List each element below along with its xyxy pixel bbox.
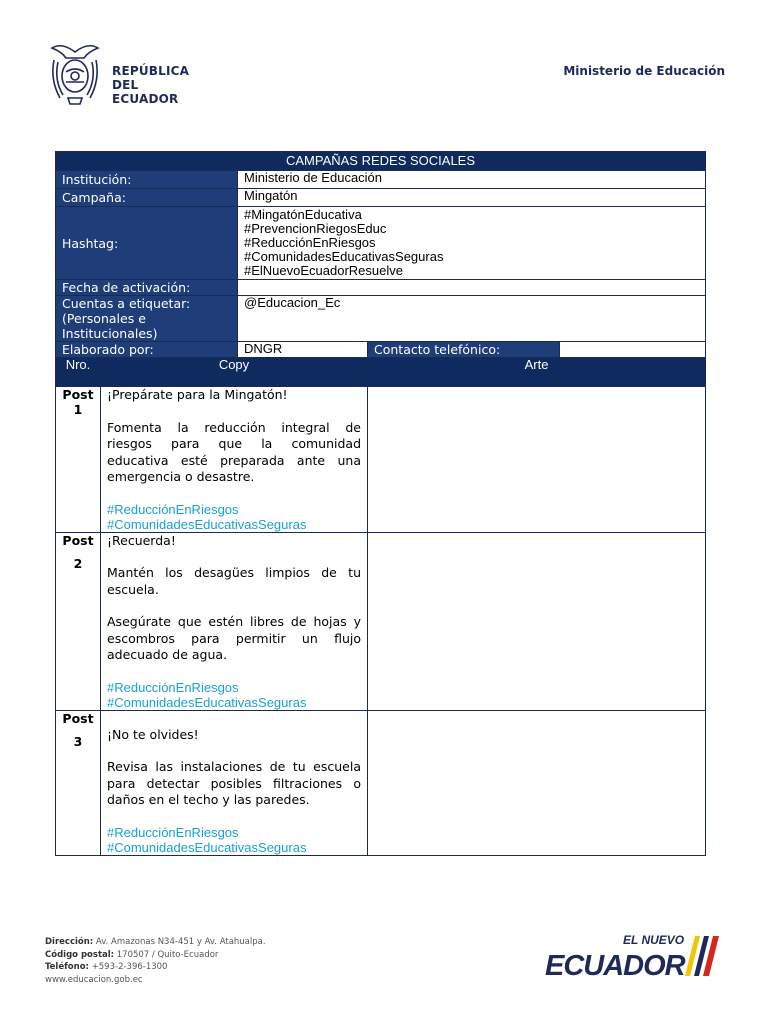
campana-value: Mingatón — [238, 189, 706, 207]
post-num: 3 — [73, 733, 83, 749]
post-num: 1 — [73, 402, 83, 417]
hashtag-item: #ElNuevoEcuadorResuelve — [244, 263, 403, 278]
brand-stripes-icon — [685, 936, 719, 976]
campaign-table — [55, 151, 706, 856]
hashtag-label: Hashtag: — [56, 207, 238, 280]
cuentas-value: @Educacion_Ec — [238, 296, 706, 342]
table-row — [56, 387, 706, 533]
footer-postal — [45, 949, 266, 962]
contacto-value — [560, 342, 706, 358]
post-hashtags — [107, 502, 361, 532]
table-title: CAMPAÑAS REDES SOCIALES — [56, 152, 706, 171]
logo-line-1: REPÚBLICA — [112, 64, 190, 78]
el-nuevo-ecuador-logo — [543, 930, 728, 982]
footer-website[interactable]: www.educacion.gob.ec — [45, 974, 143, 985]
post-hashtag: #ReducciónEnRiesgos — [107, 679, 239, 695]
column-header-nro: Nro. — [56, 358, 101, 387]
post-hashtag: #ComunidadesEducativasSeguras — [107, 839, 307, 855]
elaborado-label: Elaborado por: — [56, 342, 238, 358]
post-hashtag: #ComunidadesEducativasSeguras — [107, 694, 307, 710]
contacto-label: Contacto telefónico: — [368, 342, 560, 358]
hashtag-item: #PrevencionRiegosEduc — [244, 221, 387, 236]
footer-contact — [45, 936, 266, 986]
brand-line-1: EL NUEVO — [623, 933, 685, 947]
coat-of-arms-icon — [44, 40, 106, 106]
post-number — [56, 532, 101, 710]
post-arte — [368, 387, 706, 533]
post-paragraph: ¡Prepárate para la Mingatón! — [107, 387, 288, 402]
footer-address — [45, 936, 266, 949]
post-arte — [368, 532, 706, 710]
cuentas-label-line-2: (Personales e Institucionales) — [62, 311, 158, 341]
campana-label: Campaña: — [56, 189, 238, 207]
post-copy — [101, 387, 368, 533]
hashtag-item: #ComunidadesEducativasSeguras — [244, 249, 444, 264]
institucion-label: Institución: — [56, 171, 238, 189]
hashtag-item: #ReducciónEnRiesgos — [244, 235, 376, 250]
post-number — [56, 710, 101, 855]
post-label: Post — [62, 710, 94, 726]
logo-line-2: DEL ECUADOR — [112, 78, 179, 106]
table-row — [56, 532, 706, 710]
footer-phone-value: +593-2-396-1300 — [88, 962, 168, 972]
post-hashtag: #ReducciónEnRiesgos — [107, 501, 239, 517]
post-copy — [101, 710, 368, 855]
post-label: Post — [62, 532, 94, 548]
cuentas-label — [56, 296, 238, 342]
table-row — [56, 710, 706, 855]
post-paragraph: Mantén los desagües limpios de tu escuela. — [107, 565, 361, 597]
post-num: 2 — [73, 555, 83, 571]
column-header-copy: Copy — [101, 358, 368, 387]
post-paragraph: Fomenta la reducción integral de riesgos para que la comunidad educativa esté preparada ante una emergencia o desastre. — [107, 419, 361, 484]
post-paragraph: ¡No te olvides! — [107, 726, 199, 742]
ministry-name: Ministerio de Educación — [563, 64, 725, 78]
hashtag-item: #MingatónEducativa — [244, 207, 362, 222]
institucion-value: Ministerio de Educación — [238, 171, 706, 189]
brand-line-2: ECUADOR — [545, 950, 685, 982]
footer-phone-label: Teléfono: — [45, 962, 89, 972]
cuentas-label-line-1: Cuentas a etiquetar: — [62, 296, 191, 311]
elaborado-value: DNGR — [238, 342, 368, 358]
post-copy — [101, 532, 368, 710]
fecha-value — [238, 280, 706, 296]
republica-logo — [44, 40, 194, 110]
fecha-label: Fecha de activación: — [56, 280, 238, 296]
post-paragraph: Revisa las instalaciones de tu escuela para detectar posibles filtraciones o daños en el techo y las paredes. — [107, 759, 361, 807]
post-number — [56, 387, 101, 533]
post-hashtags — [107, 680, 361, 710]
post-paragraph: ¡Recuerda! — [107, 532, 176, 548]
hashtag-list — [238, 207, 706, 280]
post-hashtag: #ComunidadesEducativasSeguras — [107, 516, 307, 532]
post-hashtags — [107, 825, 361, 855]
footer-postal-value: 170507 / Quito-Ecuador — [114, 949, 219, 960]
post-hashtag: #ReducciónEnRiesgos — [107, 824, 239, 840]
footer-postal-label: Código postal: — [45, 949, 115, 960]
post-paragraph: Asegúrate que estén libres de hojas y escombros para permitir un flujo adecuado de agua. — [107, 614, 361, 662]
column-header-arte: Arte — [368, 358, 706, 387]
post-arte — [368, 710, 706, 855]
footer-address-label: Dirección: — [45, 937, 94, 947]
footer-phone — [45, 961, 266, 974]
footer-address-value: Av. Amazonas N34-451 y Av. Atahualpa. — [93, 937, 266, 947]
post-label: Post — [62, 387, 94, 402]
